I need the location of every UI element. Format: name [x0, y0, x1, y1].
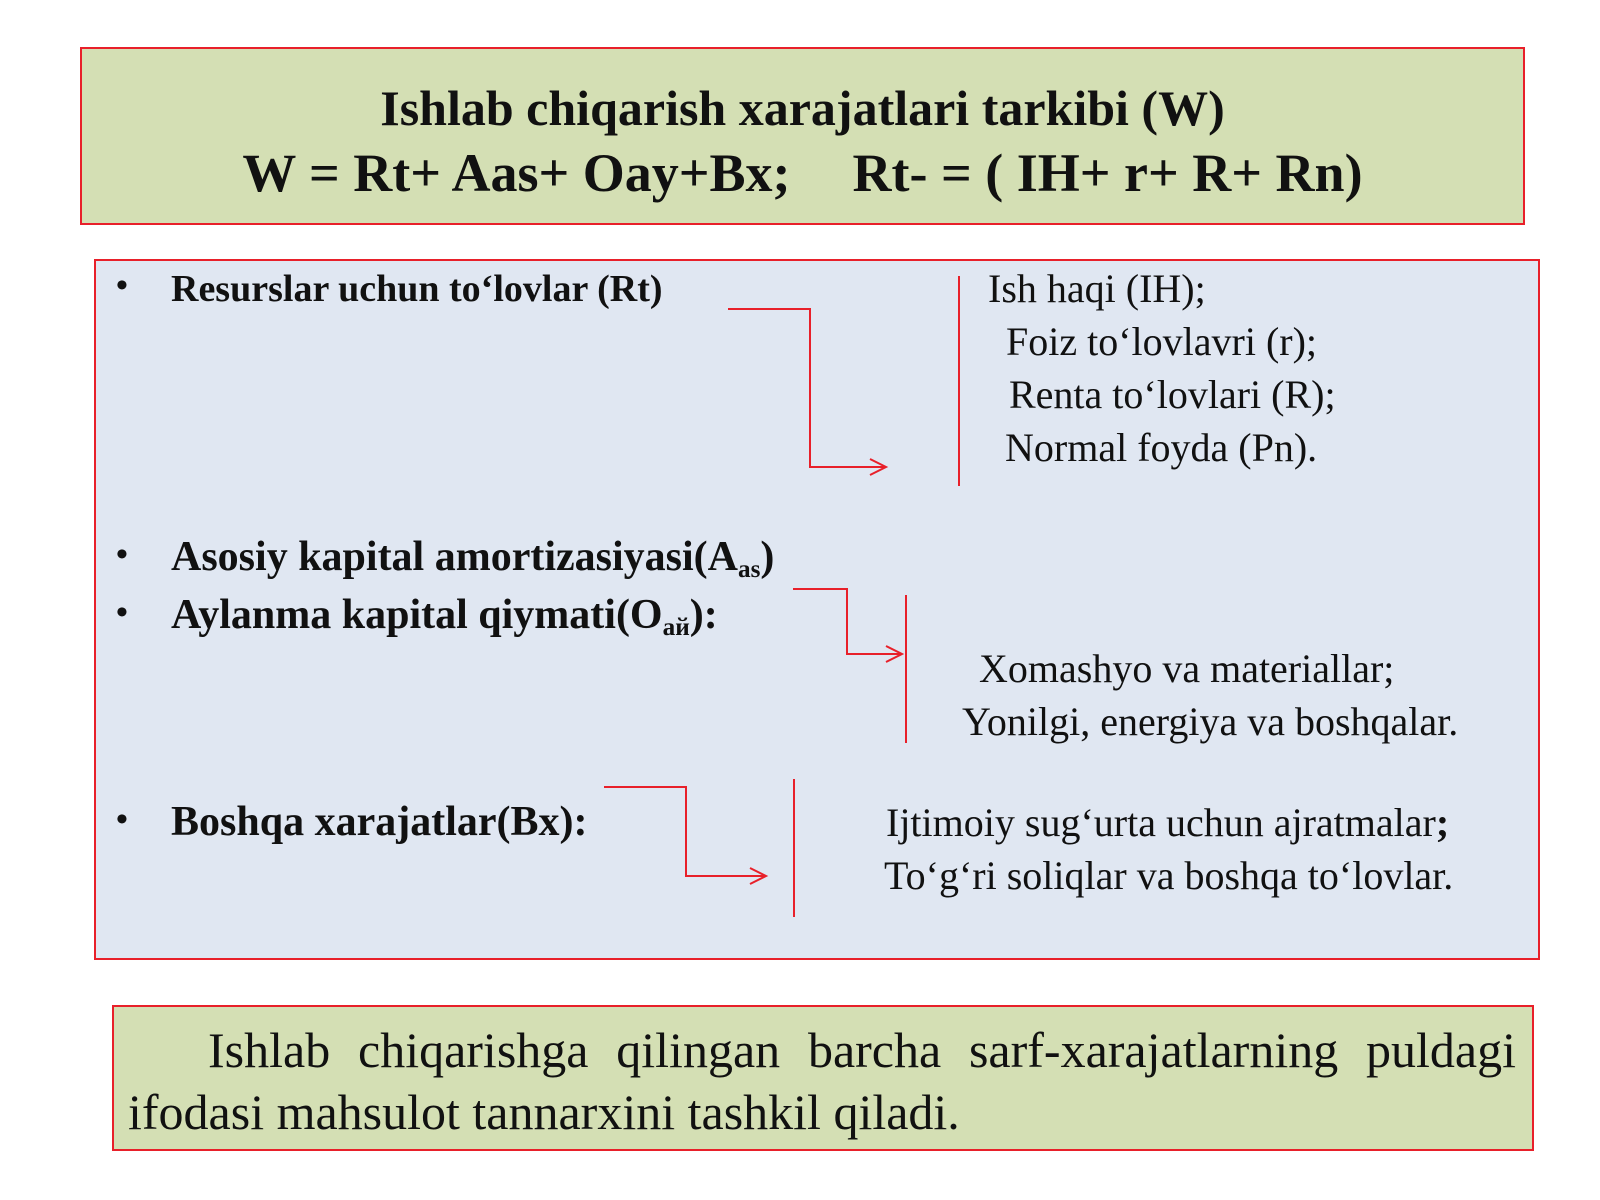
page-title: Ishlab chiqarish xarajatlari tarkibi (W)	[380, 80, 1225, 136]
formula-rt: Rt- = ( IH+ r+ R+ Rn)	[852, 143, 1363, 203]
label-other-expenses: Boshqa xarajatlar(Bx):	[171, 799, 588, 845]
item-raw-materials: Xomashyo va materiallar;	[979, 646, 1395, 691]
bullet-icon: •	[116, 267, 128, 304]
arrow-resources-connector	[728, 309, 886, 467]
item-interest: Foiz to‘lovlavri (r);	[1006, 319, 1318, 364]
formula-line	[82, 142, 1523, 204]
summary-text: Ishlab chiqarishga qilingan barcha sarf-xarajatlarning puldagi ifodasi mahsulot tannarxini tashkil qiladi.	[128, 1022, 1516, 1140]
formula-w: W = Rt+ Aas+ Oay+Bx;	[242, 143, 791, 203]
bullet-icon: •	[116, 594, 128, 631]
summary-box	[112, 1005, 1534, 1151]
item-wages: Ish haqi (IH);	[988, 266, 1206, 311]
item-fuel-energy: Yonilgi, energiya va boshqalar.	[962, 699, 1459, 744]
arrow-other-expenses-connector	[604, 787, 766, 876]
item-rent: Renta to‘lovlari (R);	[1009, 372, 1336, 417]
cost-components-panel	[94, 259, 1540, 960]
arrow-working-capital-connector	[793, 589, 902, 654]
label-resource-payments: Resurslar uchun to‘lovlar (Rt)	[171, 268, 663, 310]
item-direct-taxes: To‘g‘ri soliqlar va boshqa to‘lovlar.	[884, 853, 1454, 898]
item-normal-profit: Normal foyda (Pn).	[1005, 425, 1318, 470]
title-box	[80, 47, 1525, 225]
connector-arrows	[96, 261, 1542, 962]
bullet-icon: •	[116, 536, 128, 573]
label-working-capital: Aylanma kapital $qiymati(O_{ай})$:	[171, 592, 718, 641]
bullet-icon: •	[116, 801, 128, 838]
label-depreciation: Asosiy kapital $amortizasiyasi(A_{as})$	[171, 534, 775, 583]
item-social-insurance: Ijtimoiy sug‘urta uchun ajratmalar;	[886, 800, 1450, 845]
